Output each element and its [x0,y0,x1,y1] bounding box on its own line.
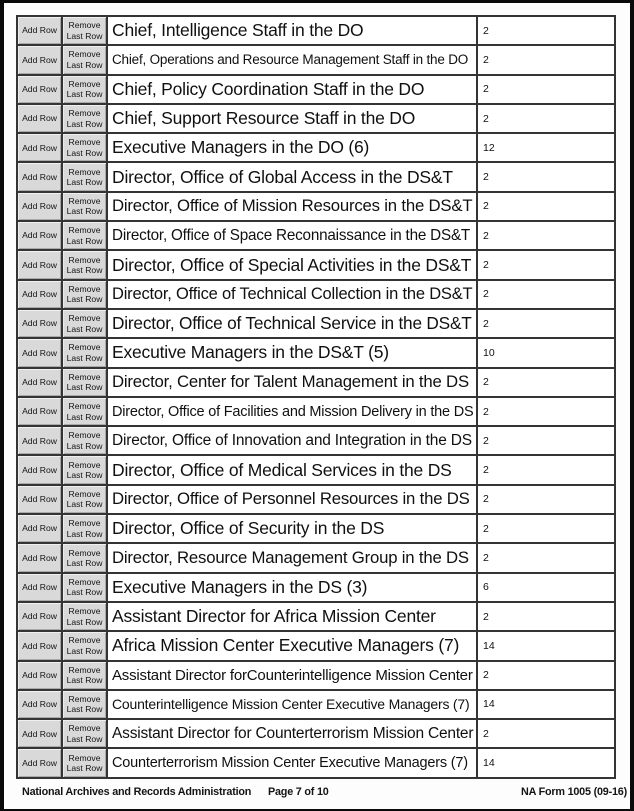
table-row [18,427,614,456]
position-title-text: Director, Resource Management Group in the DS [112,547,469,567]
position-count-field[interactable] [478,105,614,132]
table-row [18,632,614,661]
table-row [18,515,614,544]
position-count-field[interactable] [478,76,614,103]
add-row-button[interactable]: Add Row [18,486,63,513]
position-title-text: Director, Center for Talent Management in the DS [112,372,469,392]
position-count-text: 2 [483,522,489,535]
position-count-text: 2 [483,493,489,506]
remove-last-row-button[interactable]: Remove Last Row [63,310,108,337]
position-title-field[interactable] [108,603,478,630]
position-count-text: 2 [483,376,489,389]
page-indicator: Page 7 of 10 [268,786,329,798]
table-row [18,603,614,632]
position-title-field[interactable] [108,691,478,718]
table-row [18,662,614,691]
position-title-text: Executive Managers in the DO (6) [112,137,370,158]
remove-last-row-button[interactable]: Remove Last Row [63,486,108,513]
position-count-field[interactable] [478,398,614,425]
position-title-text: Director, Office of Facilities and Mission Delivery in the DS [112,403,474,420]
position-title-field[interactable] [108,749,478,776]
position-count-text: 2 [483,259,489,272]
position-count-text: 2 [483,83,489,96]
position-title-text: Director, Office of Global Access in the DS&T [112,166,453,187]
add-row-button[interactable]: Add Row [18,251,63,278]
position-title-field[interactable] [108,369,478,396]
add-row-button[interactable]: Add Row [18,603,63,630]
position-title-text: Chief, Policy Coordination Staff in the DO [112,78,425,99]
table-row [18,369,614,398]
remove-last-row-button[interactable]: Remove Last Row [63,456,108,483]
add-row-button[interactable]: Add Row [18,369,63,396]
remove-last-row-button[interactable]: Remove Last Row [63,369,108,396]
position-count-field[interactable] [478,251,614,278]
position-title-field[interactable] [108,17,478,44]
position-title-field[interactable] [108,134,478,161]
position-count-text: 14 [483,757,495,770]
remove-last-row-button[interactable]: Remove Last Row [63,603,108,630]
position-title-text: Director, Office of Mission Resources in the DS&T [112,196,473,216]
position-title-text: Director, Office of Security in the DS [112,518,385,539]
position-count-field[interactable] [478,222,614,249]
position-count-text: 6 [483,581,489,594]
position-title-text: Director, Office of Medical Services in the DS [112,459,452,480]
add-row-button[interactable]: Add Row [18,662,63,689]
add-row-button[interactable]: Add Row [18,17,63,44]
position-title-field[interactable] [108,339,478,366]
table-row [18,544,614,573]
positions-table [16,15,616,779]
table-row [18,193,614,222]
position-count-text: 2 [483,288,489,301]
position-count-text: 14 [483,639,495,652]
position-title-text: Assistant Director for Africa Mission Center [112,606,436,627]
position-count-field[interactable] [478,17,614,44]
position-title-text: Director, Office of Technical Collection in the DS&T [112,284,473,303]
position-title-text: Director, Office of Technical Service in the DS&T [112,313,472,334]
add-row-button[interactable]: Add Row [18,544,63,571]
position-count-text: 2 [483,24,489,37]
table-row [18,456,614,485]
table-row [18,222,614,251]
add-row-button[interactable]: Add Row [18,222,63,249]
position-count-field[interactable] [478,193,614,220]
position-count-field[interactable] [478,46,614,73]
position-count-field[interactable] [478,339,614,366]
remove-last-row-button[interactable]: Remove Last Row [63,222,108,249]
remove-last-row-button[interactable]: Remove Last Row [63,134,108,161]
remove-last-row-button[interactable]: Remove Last Row [63,662,108,689]
table-row [18,281,614,310]
position-count-text: 2 [483,610,489,623]
add-row-button[interactable]: Add Row [18,398,63,425]
remove-last-row-button[interactable]: Remove Last Row [63,574,108,601]
add-row-button[interactable]: Add Row [18,76,63,103]
position-title-field[interactable] [108,76,478,103]
add-row-button[interactable]: Add Row [18,515,63,542]
position-title-field[interactable] [108,105,478,132]
position-count-text: 2 [483,727,489,740]
add-row-button[interactable]: Add Row [18,163,63,190]
remove-last-row-button[interactable]: Remove Last Row [63,339,108,366]
table-row [18,134,614,163]
page-footer [0,786,634,802]
position-count-text: 2 [483,112,489,125]
position-count-field[interactable] [478,134,614,161]
position-count-field[interactable] [478,515,614,542]
table-row [18,163,614,192]
remove-last-row-button[interactable]: Remove Last Row [63,544,108,571]
table-row [18,339,614,368]
remove-last-row-button[interactable]: Remove Last Row [63,17,108,44]
position-title-field[interactable] [108,544,478,571]
add-row-button[interactable]: Add Row [18,691,63,718]
position-title-field[interactable] [108,662,478,689]
position-count-field[interactable] [478,749,614,776]
remove-last-row-button[interactable]: Remove Last Row [63,46,108,73]
position-title-text: Director, Office of Personnel Resources in the DS [112,489,470,509]
add-row-button[interactable]: Add Row [18,339,63,366]
remove-last-row-button[interactable]: Remove Last Row [63,163,108,190]
position-title-text: Chief, Operations and Resource Management Staff in the DO [112,52,469,68]
position-count-field[interactable] [478,544,614,571]
position-title-field[interactable] [108,46,478,73]
position-count-text: 2 [483,669,489,682]
position-count-text: 2 [483,53,489,66]
table-row [18,486,614,515]
position-count-field[interactable] [478,486,614,513]
remove-last-row-button[interactable]: Remove Last Row [63,632,108,659]
position-count-text: 2 [483,405,489,418]
position-title-text: Assistant Director for Counterterrorism Mission Center [112,724,474,742]
table-row [18,749,614,776]
position-count-field[interactable] [478,163,614,190]
position-count-field[interactable] [478,662,614,689]
position-title-text: Executive Managers in the DS (3) [112,576,368,597]
position-title-text: Executive Managers in the DS&T (5) [112,342,389,363]
position-count-field[interactable] [478,603,614,630]
position-title-field[interactable] [108,486,478,513]
position-title-field[interactable] [108,456,478,483]
position-title-field[interactable] [108,163,478,190]
table-row [18,691,614,720]
table-row [18,720,614,749]
table-row [18,46,614,75]
position-title-field[interactable] [108,281,478,308]
table-row [18,398,614,427]
table-row [18,574,614,603]
position-count-field[interactable] [478,691,614,718]
position-count-text: 2 [483,171,489,184]
remove-last-row-button[interactable]: Remove Last Row [63,515,108,542]
remove-last-row-button[interactable]: Remove Last Row [63,720,108,747]
add-row-button[interactable]: Add Row [18,134,63,161]
add-row-button[interactable]: Add Row [18,310,63,337]
position-count-field[interactable] [478,574,614,601]
position-count-text: 2 [483,551,489,564]
position-count-text: 2 [483,464,489,477]
remove-last-row-button[interactable]: Remove Last Row [63,398,108,425]
position-title-text: Assistant Director forCounterintelligence Mission Center [112,666,473,684]
table-row [18,76,614,105]
remove-last-row-button[interactable]: Remove Last Row [63,105,108,132]
position-title-field[interactable] [108,222,478,249]
position-title-field[interactable] [108,515,478,542]
add-row-button[interactable]: Add Row [18,574,63,601]
add-row-button[interactable]: Add Row [18,632,63,659]
position-title-text: Chief, Support Resource Staff in the DO [112,108,416,129]
table-row [18,251,614,280]
position-title-text: Counterintelligence Mission Center Executive Managers (7) [112,696,470,713]
position-count-text: 2 [483,434,489,447]
remove-last-row-button[interactable]: Remove Last Row [63,281,108,308]
position-count-field[interactable] [478,720,614,747]
position-title-text: Director, Office of Special Activities in the DS&T [112,254,472,275]
position-title-field[interactable] [108,310,478,337]
add-row-button[interactable]: Add Row [18,105,63,132]
remove-last-row-button[interactable]: Remove Last Row [63,691,108,718]
position-title-text: Chief, Intelligence Staff in the DO [112,20,364,41]
table-row [18,310,614,339]
position-count-text: 10 [483,346,495,359]
position-title-text: Counterterrorism Mission Center Executive Managers (7) [112,755,468,772]
table-row [18,17,614,46]
position-title-text: Africa Mission Center Executive Managers (7) [112,635,460,656]
position-title-field[interactable] [108,427,478,454]
add-row-button[interactable]: Add Row [18,456,63,483]
remove-last-row-button[interactable]: Remove Last Row [63,76,108,103]
add-row-button[interactable]: Add Row [18,46,63,73]
position-title-field[interactable] [108,574,478,601]
add-row-button[interactable]: Add Row [18,749,63,776]
position-title-field[interactable] [108,251,478,278]
form-number-label: NA Form 1005 (09-16) [520,786,627,798]
position-title-field[interactable] [108,193,478,220]
position-count-field[interactable] [478,427,614,454]
position-count-field[interactable] [478,310,614,337]
remove-last-row-button[interactable]: Remove Last Row [63,749,108,776]
position-count-field[interactable] [478,456,614,483]
position-count-field[interactable] [478,369,614,396]
position-title-field[interactable] [108,398,478,425]
position-count-text: 2 [483,200,489,213]
remove-last-row-button[interactable]: Remove Last Row [63,427,108,454]
position-count-text: 12 [483,141,495,154]
position-count-field[interactable] [478,632,614,659]
position-title-text: Director, Office of Innovation and Integration in the DS [112,431,472,449]
position-title-text: Director, Office of Space Reconnaissance in the DS&T [112,227,471,245]
agency-label: National Archives and Records Administration [22,786,252,798]
position-title-field[interactable] [108,720,478,747]
position-count-text: 14 [483,698,495,711]
table-row [18,105,614,134]
add-row-button[interactable]: Add Row [18,720,63,747]
position-count-text: 2 [483,317,489,330]
position-count-field[interactable] [478,281,614,308]
remove-last-row-button[interactable]: Remove Last Row [63,251,108,278]
add-row-button[interactable]: Add Row [18,281,63,308]
position-title-field[interactable] [108,632,478,659]
position-count-text: 2 [483,229,489,242]
add-row-button[interactable]: Add Row [18,427,63,454]
remove-last-row-button[interactable]: Remove Last Row [63,193,108,220]
add-row-button[interactable]: Add Row [18,193,63,220]
